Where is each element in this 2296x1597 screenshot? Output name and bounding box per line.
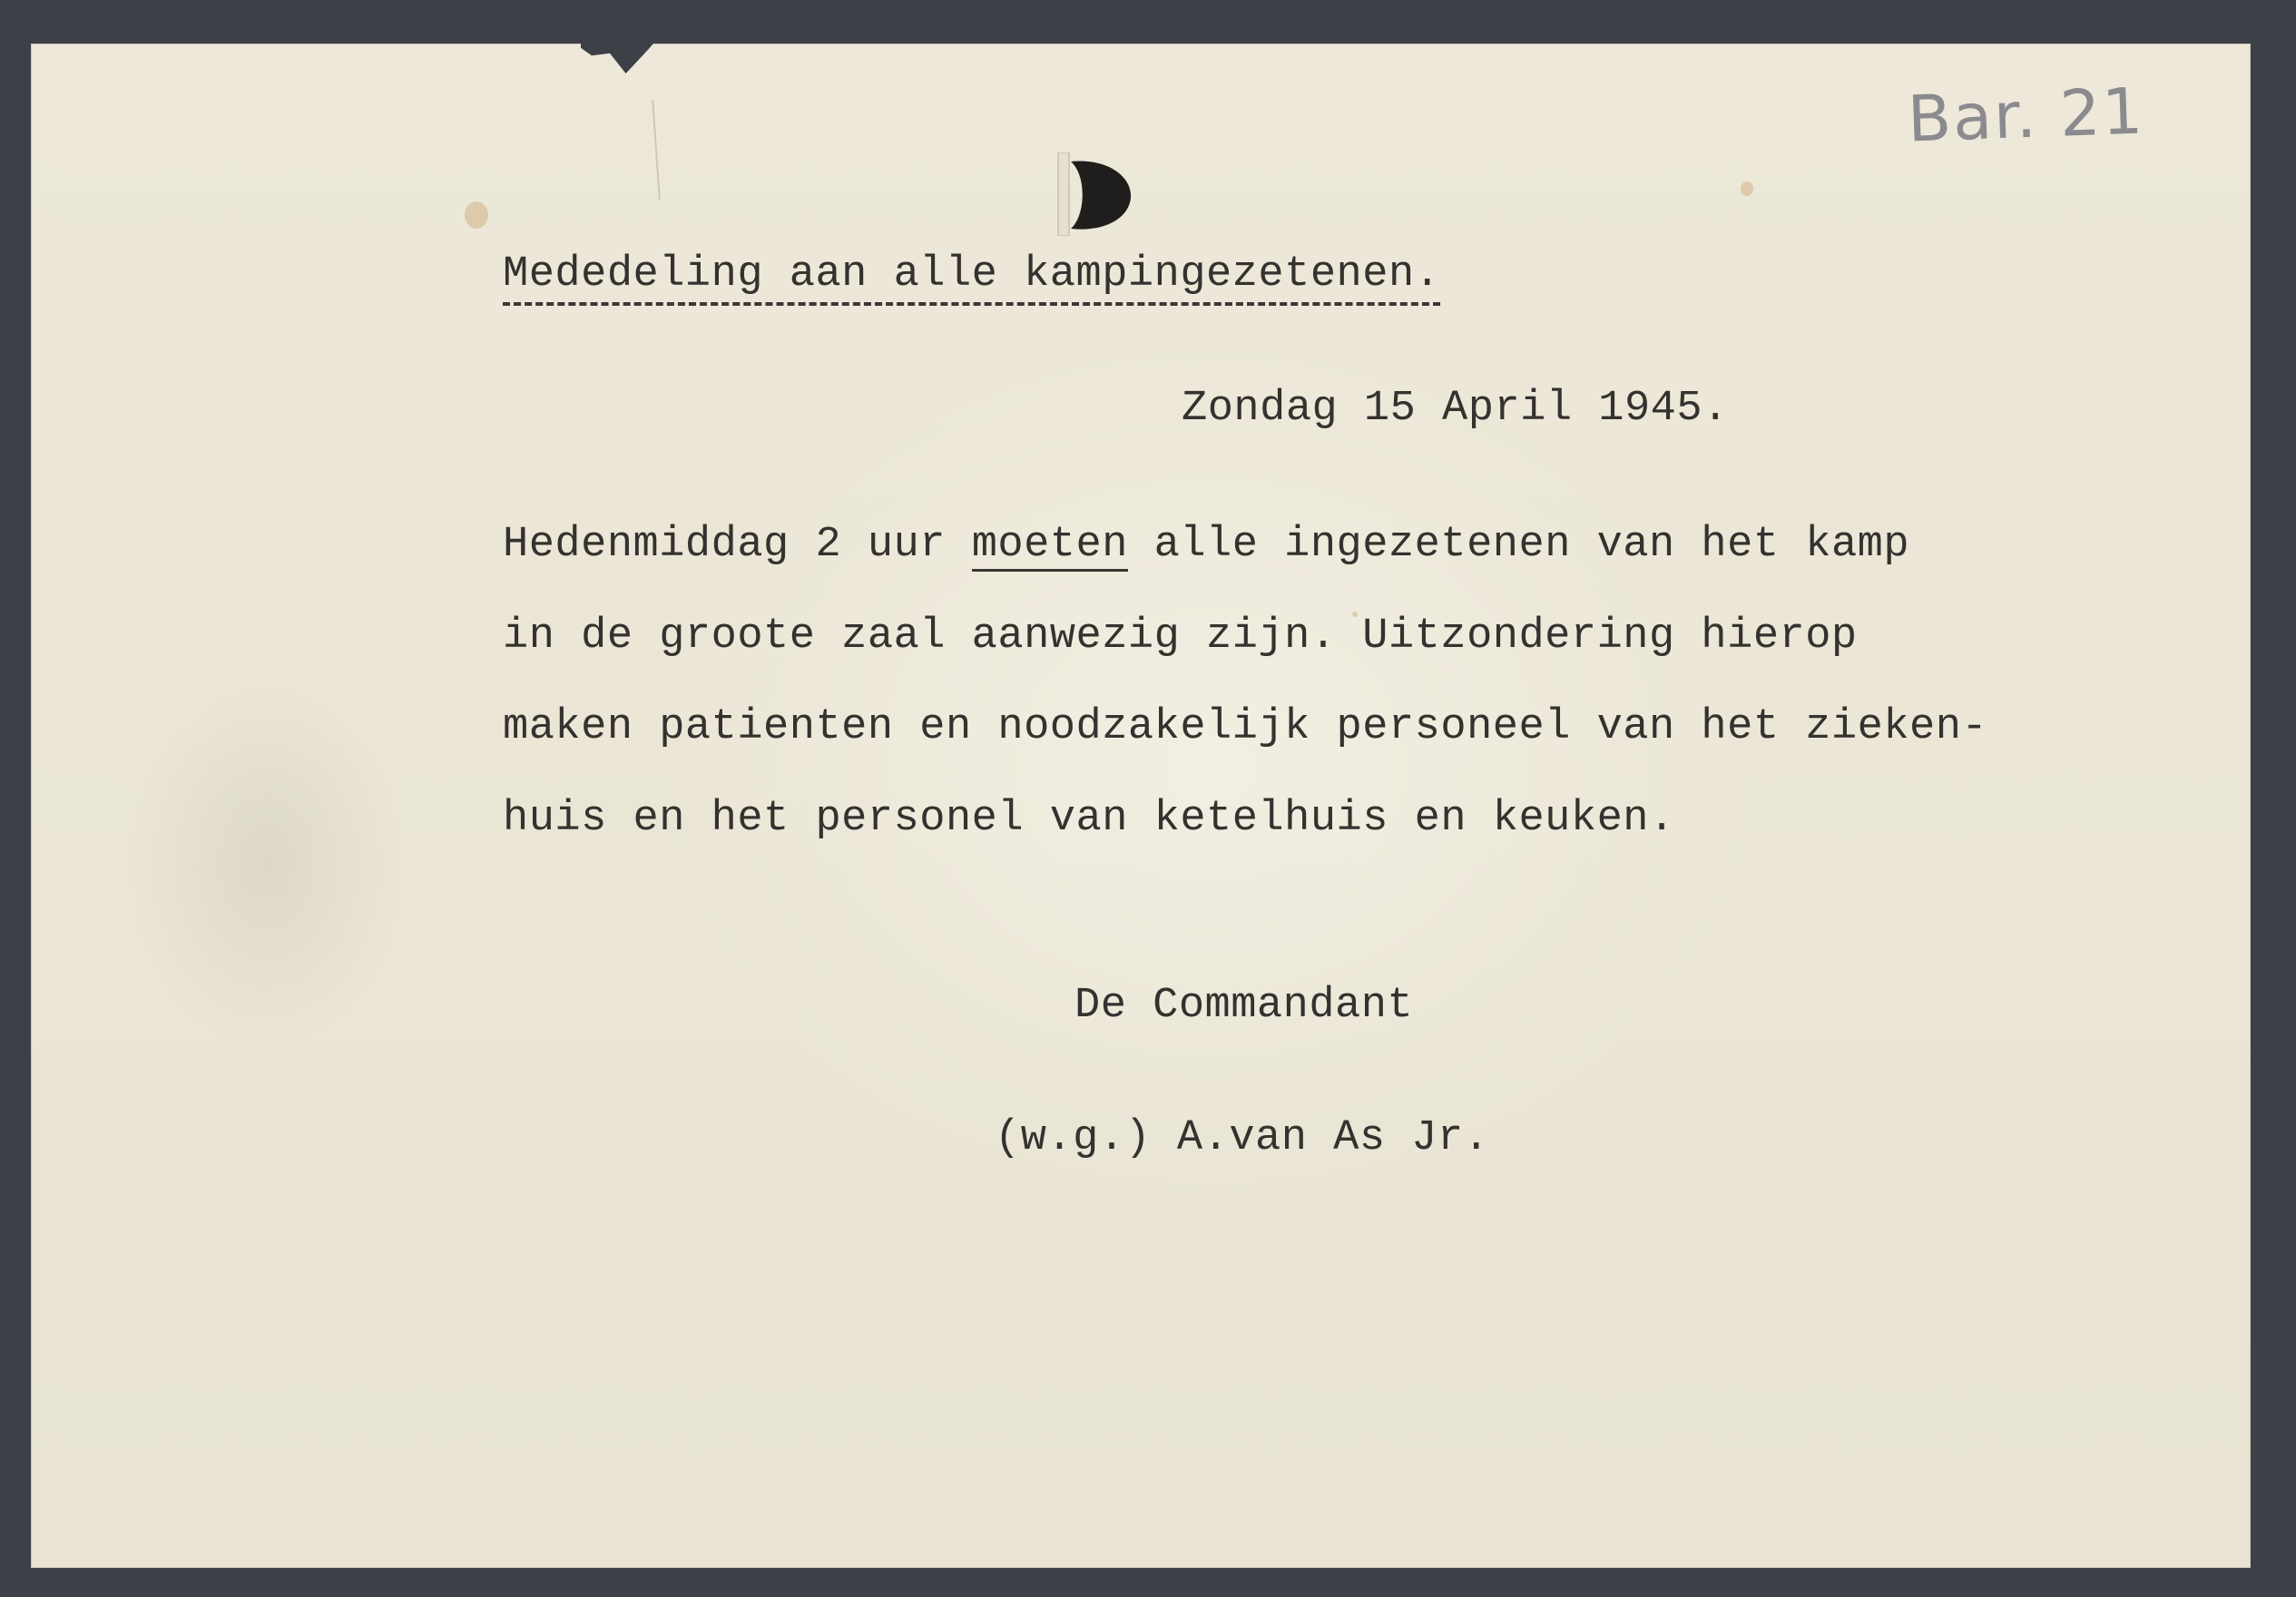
stain-mark <box>1741 181 1753 196</box>
stamp-d-mark <box>1055 152 1134 236</box>
body-line-3: maken patienten en noodzakelijk personeel van het zieken- <box>503 703 1988 751</box>
notice-date: Zondag 15 April 1945. <box>1182 385 1729 433</box>
body-line-1-start: Hedenmiddag 2 uur <box>503 521 972 569</box>
stain-mark <box>465 201 488 229</box>
emphasis-moeten: moeten <box>972 521 1128 572</box>
signature-line: (w.g.) A.van As Jr. <box>995 1114 1490 1162</box>
notice-title: Mededeling aan alle kampingezetenen. <box>503 250 1440 306</box>
archive-mark: Bar. 21 <box>1906 73 2146 157</box>
body-line-4: huis en het personel van ketelhuis en keuken. <box>503 795 1675 843</box>
closing-title: De Commandant <box>1074 982 1414 1030</box>
body-line-1 <box>503 521 1909 569</box>
body-line-1-end: alle ingezetenen van het kamp <box>1127 521 1910 569</box>
body-line-2: in de groote zaal aanwezig zijn. Uitzondering hierop <box>503 612 1858 661</box>
